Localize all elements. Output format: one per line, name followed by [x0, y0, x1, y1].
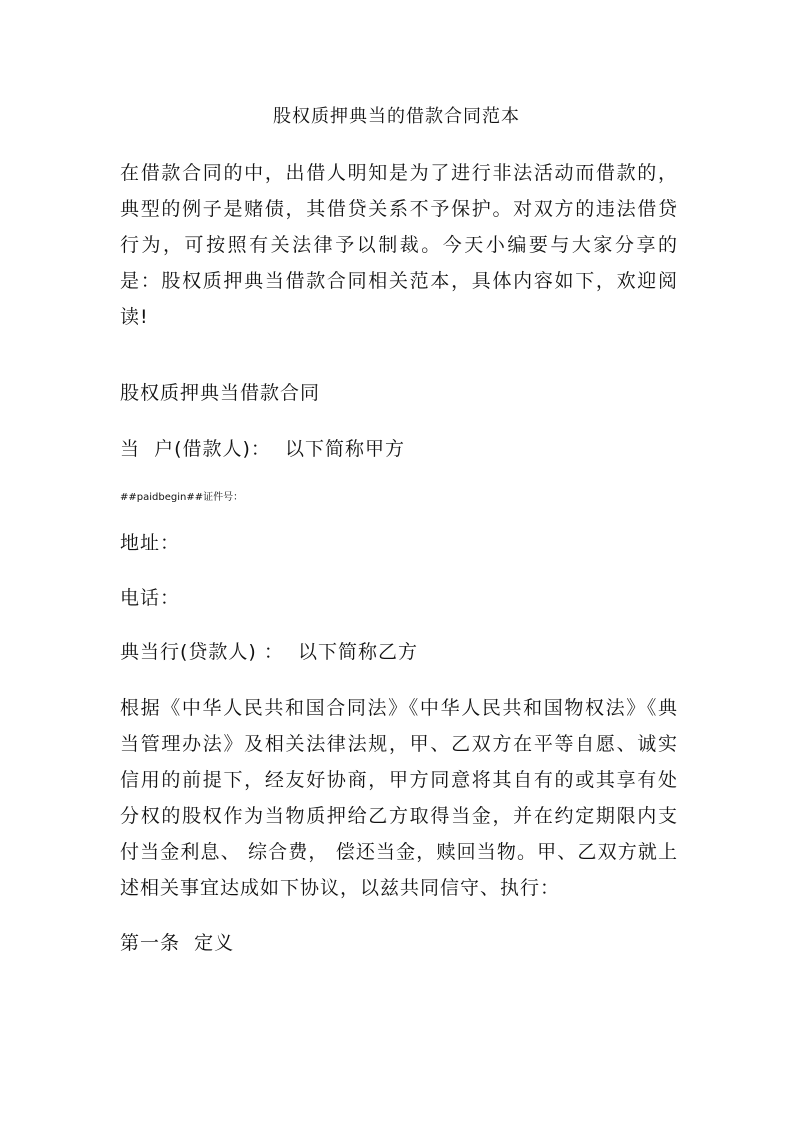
body-paragraph: 根据《中华人民共和国合同法》《中华人民共和国物权法》《典当管理办法》及相关法律法规，甲、乙双方在平等自愿、诚实信用的前提下，经友好协商，甲方同意将其自有的或其享有处分权的股权作为当物质押给乙方取得当金，并在约定期限内支付当金利息、 综合费， 偿还当金，赎回当物。甲、乙双方就上述相关事宜达成如下协议，以兹共同信守、执行：: [120, 697, 678, 899]
lender-line: 典当行(贷款人) ： 以下简称乙方: [120, 641, 418, 663]
id-number-line: ##paidbegin##证件号：: [120, 492, 244, 503]
borrower-line: 当 户(借款人)： 以下简称甲方: [120, 438, 405, 460]
contract-title: 股权质押典当借款合同: [120, 382, 321, 404]
article-one-heading: 第一条 定义: [120, 932, 235, 954]
phone-line: 电话：: [120, 587, 181, 609]
intro-paragraph: 在借款合同的中，出借人明知是为了进行非法活动而借款的，典型的例子是赌债，其借贷关系不予保护。对双方的违法借贷行为，可按照有关法律予以制裁。今天小编要与大家分享的是：股权质押典当借款合同相关范本，具体内容如下，欢迎阅读!: [120, 162, 678, 328]
address-line: 地址：: [120, 532, 181, 554]
document-title: 股权质押典当的借款合同范本: [273, 106, 520, 127]
